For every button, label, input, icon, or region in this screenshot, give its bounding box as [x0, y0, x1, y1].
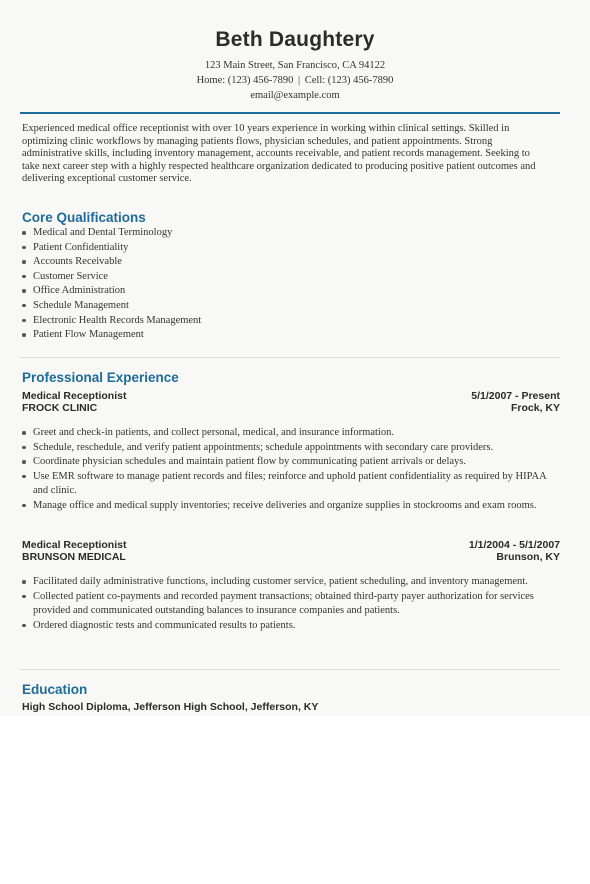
list-item: Customer Service	[22, 270, 560, 285]
job-entry-frock-clinic	[22, 390, 560, 514]
section-divider	[20, 357, 560, 358]
education-entry: High School Diploma, Jefferson High School, Jefferson, KY	[22, 701, 319, 713]
professional-summary: Experienced medical office receptionist with over 10 years experience in working within clinical settings. Skilled in optimizing clinic workflows by managing patients flows, physician schedules, and patient appointments. Strong administrative skills, including inventory management, accounts receivable, and patient records management. Seeking to take next career step with a highly respected healthcare organization dedicated to producing positive patient outcomes and delivering exceptional customer service.	[22, 123, 536, 184]
list-item: Manage office and medical supply inventories; receive deliveries and organize supplies in stockrooms and exam rooms.	[22, 499, 560, 514]
list-item: Use EMR software to manage patient records and files; reinforce and uphold patient confidentiality as required by HIPAA and clinic.	[22, 470, 560, 499]
job-entry-brunson-medical	[22, 539, 560, 633]
job-title-row	[22, 390, 560, 402]
job-location: Brunson, KY	[496, 551, 560, 563]
list-item: Schedule, reschedule, and verify patient appointments; schedule appointments with secondary care providers.	[22, 441, 560, 456]
job-employer: FROCK CLINIC	[22, 402, 98, 414]
job-location: Frock, KY	[510, 402, 560, 414]
email-line: email@example.com	[250, 90, 340, 101]
section-divider	[20, 669, 560, 670]
list-item: Patient Flow Management	[22, 328, 560, 343]
job-role: Medical Receptionist	[22, 390, 127, 402]
phone-separator: |	[298, 75, 301, 86]
list-item: Office Administration	[22, 284, 560, 299]
qualifications-list	[22, 226, 560, 343]
job-dates: 5/1/2007 - Present	[471, 390, 560, 402]
address-line: 123 Main Street, San Francisco, CA 94122	[204, 60, 386, 71]
job-employer-row	[22, 551, 560, 563]
education-section	[22, 682, 560, 714]
job-employer: BRUNSON MEDICAL	[22, 551, 126, 563]
candidate-name: Beth Daughtery	[215, 28, 375, 51]
job-duties-list	[22, 575, 560, 633]
list-item: Accounts Receivable	[22, 255, 560, 270]
list-item: Greet and check-in patients, and collect personal, medical, and insurance information.	[22, 426, 560, 441]
job-dates: 1/1/2004 - 5/1/2007	[468, 539, 560, 551]
list-item: Patient Confidentiality	[22, 241, 560, 256]
section-title-education: Education	[22, 682, 88, 697]
header-divider	[20, 112, 560, 114]
job-duties-list	[22, 426, 560, 514]
qualifications-section	[22, 210, 560, 343]
list-item: Ordered diagnostic tests and communicated results to patients.	[22, 619, 560, 634]
cell-phone: Cell: (123) 456-7890	[304, 75, 394, 86]
section-title-qualifications: Core Qualifications	[22, 210, 146, 225]
experience-section-title-wrap	[22, 370, 560, 386]
job-role: Medical Receptionist	[22, 539, 127, 551]
home-phone: Home: (123) 456-7890	[196, 75, 294, 86]
list-item: Schedule Management	[22, 299, 560, 314]
job-employer-row	[22, 402, 560, 414]
list-item: Facilitated daily administrative functions, including customer service, patient scheduling, and inventory management.	[22, 575, 560, 590]
list-item: Collected patient co-payments and recorded payment transactions; obtained third-party payer authorization for services provided and communicated outstanding balances to insurance companies and patients.	[22, 590, 560, 619]
list-item: Electronic Health Records Management	[22, 314, 560, 329]
job-title-row	[22, 539, 560, 551]
list-item: Medical and Dental Terminology	[22, 226, 560, 241]
phone-line	[0, 73, 590, 88]
section-title-experience: Professional Experience	[22, 370, 179, 385]
resume-header	[0, 0, 590, 103]
list-item: Coordinate physician schedules and maintain patient flow by communicating patient arrivals or delays.	[22, 455, 560, 470]
